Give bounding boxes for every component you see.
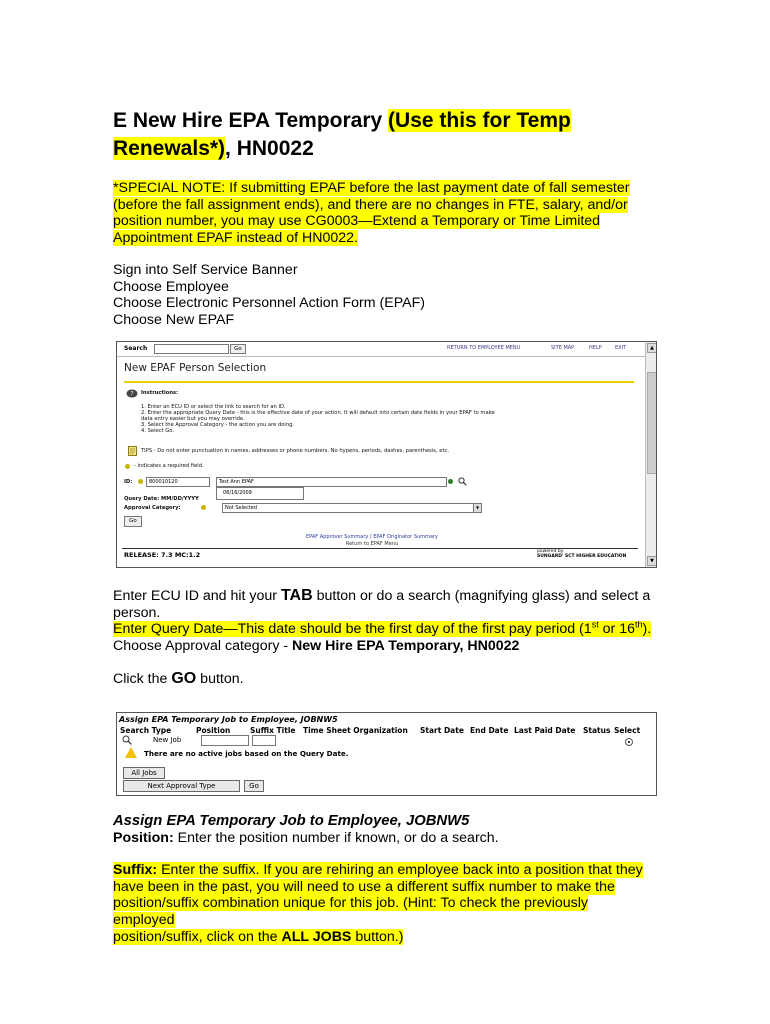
instruction-line: 2. Enter the appropriate Query Date - this is the effective date of your action. It will default into certain date fields in your EPAF to make [141, 410, 495, 416]
column-header: End Date [470, 726, 509, 735]
instruction-line: 4. Select Go. [141, 428, 175, 434]
steps-list [113, 262, 653, 328]
column-header: Search Type [120, 726, 172, 735]
entry-instructions [113, 588, 653, 688]
approval-category-name: New Hire EPA Temporary, HN0022 [292, 637, 520, 654]
title-text: E New Hire EPA Temporary [113, 109, 389, 132]
epaf-summary-links[interactable]: EPAF Approver Summary | EPAF Originator Summary [306, 534, 438, 540]
suffix-line: position/suffix combination unique for this job. (Hint: To check the previously employed [113, 895, 589, 928]
scroll-thumb[interactable] [647, 372, 657, 474]
chevron-down-icon[interactable]: ▼ [473, 504, 481, 512]
column-header: Position [196, 726, 231, 735]
page-title [113, 107, 583, 163]
top-bar [117, 342, 645, 357]
exit-link[interactable]: EXIT [615, 345, 627, 351]
note-line-2: (before the fall assignment ends), and there are no changes in FTE, salary, and/or [113, 196, 628, 213]
text: Choose Approval category - [113, 637, 293, 654]
assign-job-screenshot [116, 712, 657, 796]
column-header: Start Date [420, 726, 464, 735]
name-display: Test Ann EPAF [216, 477, 447, 487]
text: button. [196, 671, 244, 688]
approval-category-select[interactable] [222, 503, 482, 513]
column-header: Time Sheet Organization [303, 726, 408, 735]
search-go-button[interactable]: Go [230, 344, 246, 354]
position-text: Enter the position number if known, or do a search. [173, 829, 499, 846]
special-note [113, 180, 653, 246]
required-marker-icon [125, 464, 130, 469]
tips-note-icon [128, 446, 137, 456]
tab-keyword: TAB [280, 587, 313, 604]
title-highlight: (Use this for Temp [388, 109, 571, 132]
note-line-1: *SPECIAL NOTE: If submitting EPAF before the last payment date of fall semester [113, 180, 630, 196]
text: button or do a search (magnifying glass) and select a [312, 588, 651, 604]
epaf-person-selection-screenshot [116, 341, 657, 568]
title-highlight-2: Renewals*) [113, 137, 226, 160]
text: Enter Query Date—This date should be the first day of the first pay period (1 [113, 621, 592, 638]
step-item: Choose Electronic Personnel Action Form (EPAF) [113, 295, 425, 312]
return-to-epaf-menu-link[interactable]: Return to EPAF Menu [345, 541, 399, 547]
required-note: - indicates a required field. [134, 463, 204, 469]
column-header: Suffix Title [250, 726, 296, 735]
id-input[interactable]: 800010120 [146, 477, 210, 487]
query-date-label: Query Date: MM/DD/YYYY [124, 496, 199, 502]
brand-small: powered by [537, 549, 564, 554]
approval-category-value: Not Selected [225, 505, 258, 511]
assign-job-header: Assign EPA Temporary Job to Employee, JOBNW5 [119, 715, 338, 724]
instructions-icon [126, 389, 138, 398]
suffix-line: have been in the past, you will need to use a different suffix number to make the [113, 878, 615, 895]
text: Click the [113, 671, 172, 688]
column-header: Last Paid Date [514, 726, 576, 735]
text: person. [113, 604, 161, 621]
position-label: Position: [113, 829, 174, 846]
note-line-3: position number, you may use CG0003—Extend a Temporary or Time Limited [113, 213, 601, 230]
required-marker-icon [138, 479, 143, 484]
warning-icon [125, 747, 137, 758]
step-item: Choose Employee [113, 278, 229, 295]
go-button[interactable]: Go [244, 780, 264, 792]
position-input[interactable] [201, 735, 249, 746]
text: ). [642, 621, 652, 638]
search-input[interactable] [154, 344, 229, 354]
suffix-label: Suffix: [113, 862, 158, 879]
search-label: Search [124, 345, 148, 352]
instruction-line: data entry easier but you may override. [141, 416, 245, 422]
title-divider [124, 381, 634, 383]
no-jobs-warning: There are no active jobs based on the Query Date. [144, 749, 349, 758]
all-jobs-keyword: ALL JOBS [281, 928, 352, 945]
instructions-label: Instructions: [141, 390, 179, 396]
column-header: Select [614, 726, 641, 735]
select-radio[interactable] [625, 738, 633, 746]
valid-check-icon [448, 479, 453, 484]
all-jobs-button[interactable]: All Jobs [123, 767, 165, 779]
job-section [113, 813, 653, 945]
text: position/suffix, click on the [113, 928, 282, 945]
approval-category-label: Approval Category: [124, 505, 181, 511]
next-approval-type-button[interactable]: Next Approval Type [123, 780, 240, 792]
step-item: Sign into Self Service Banner [113, 262, 298, 278]
column-header: Status [583, 726, 611, 735]
new-job-label: New Job [153, 736, 182, 744]
tips-text: TIPS - Do not enter punctuation in names, addresses or phone numbers. No hypens, periods, dashes, parenthesis, etc. [141, 448, 450, 454]
title-code: , HN0022 [225, 137, 314, 160]
epaf-page-title: New EPAF Person Selection [124, 362, 267, 374]
text: button.) [351, 928, 404, 945]
superscript: th [634, 619, 643, 630]
help-link[interactable]: HELP [589, 345, 602, 351]
go-keyword: GO [171, 670, 197, 688]
sungard-logo [537, 549, 626, 559]
suffix-input[interactable] [252, 735, 276, 746]
text: Enter the suffix. If you are rehiring an employee back into a position that they [157, 862, 643, 879]
svg-text:?: ? [130, 390, 134, 398]
required-marker-icon [201, 505, 206, 510]
text: or 16 [598, 621, 635, 638]
brand-name: SUNGARD' SCT HIGHER EDUCATION [537, 554, 627, 559]
id-label: ID: [124, 479, 133, 485]
text: Enter ECU ID and hit your [113, 588, 281, 604]
scroll-down-icon[interactable]: ▼ [647, 556, 657, 566]
suffix-note [113, 862, 643, 878]
site-map-link[interactable]: SITE MAP [551, 345, 575, 351]
suffix-line [113, 929, 403, 945]
query-date-input[interactable]: 08/16/2009 [216, 487, 304, 500]
release-label: RELEASE: 7.3 MC:1.2 [124, 551, 201, 559]
scrollbar[interactable] [645, 342, 656, 567]
note-line-4: Appointment EPAF instead of HN0022. [113, 229, 359, 246]
magnifying-glass-icon[interactable] [122, 735, 132, 745]
magnifying-glass-icon[interactable] [458, 477, 467, 486]
section-heading: Assign EPA Temporary Job to Employee, JOBNW5 [113, 813, 470, 829]
instruction-line: 1. Enter an ECU ID or select the link to search for an ID. [141, 404, 286, 410]
scroll-up-icon[interactable]: ▲ [647, 343, 657, 353]
go-button[interactable]: Go [124, 516, 142, 527]
superscript: st [591, 619, 599, 630]
return-employee-menu-link[interactable]: RETURN TO EMPLOYEE MENU [447, 345, 521, 351]
step-item: Choose New EPAF [113, 311, 235, 328]
epaf-links [277, 534, 467, 548]
query-date-note [113, 621, 651, 637]
instruction-line: 3. Select the Approval Category - the action you are doing. [141, 422, 295, 428]
